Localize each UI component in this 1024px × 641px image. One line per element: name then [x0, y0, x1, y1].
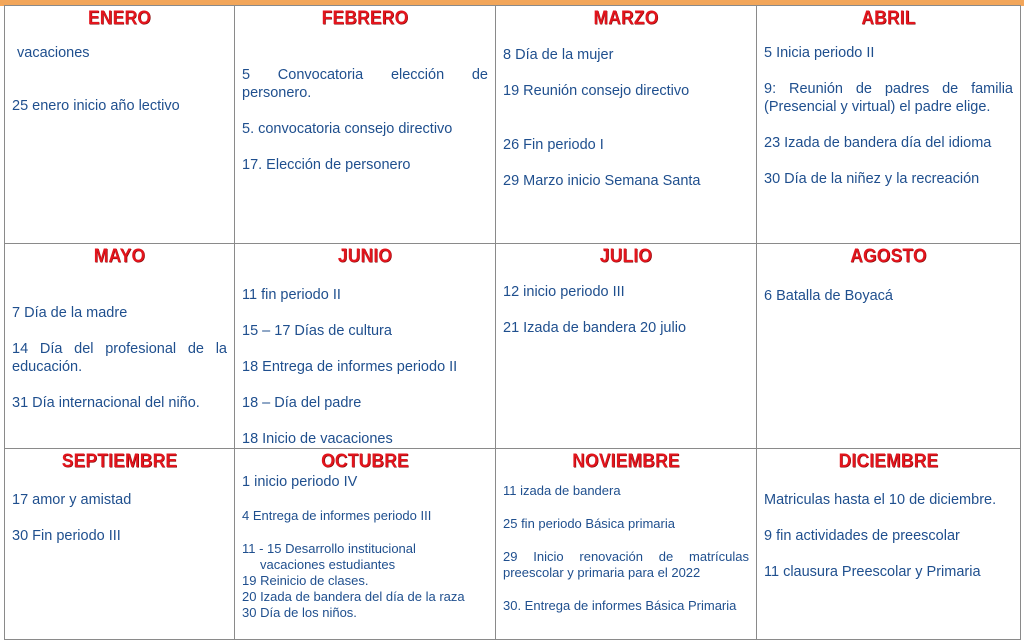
month-cell-agosto — [757, 244, 1021, 449]
event-item: 21 Izada de bandera 20 julio — [503, 320, 687, 336]
event-item: 14 Día del profesional de la educación. — [12, 341, 227, 375]
event-item: 6 Batalla de Boyacá — [764, 288, 893, 304]
month-title: DICIEMBRE — [838, 451, 939, 472]
event-item: 12 inicio periodo III — [503, 284, 625, 300]
event-item: 1 inicio periodo IV — [242, 474, 358, 490]
event-item: 5. convocatoria consejo directivo — [242, 121, 453, 137]
event-item: 11 - 15 Desarrollo institucional — [242, 541, 416, 556]
event-item: 26 Fin periodo I — [503, 137, 604, 153]
event-item: 30 Día de la niñez y la recreación — [764, 171, 980, 187]
month-cell-octubre — [235, 449, 496, 640]
calendar-row — [5, 244, 1021, 449]
month-title: OCTUBRE — [321, 451, 409, 472]
event-item: 5 Convocatoria elección de personero. — [242, 67, 488, 101]
event-item: 30 Día de los niños. — [242, 605, 357, 620]
month-cell-mayo — [5, 244, 235, 449]
event-item: 18 – Día del padre — [242, 395, 362, 411]
month-title: MAYO — [93, 246, 146, 267]
event-item: vacaciones — [17, 45, 90, 61]
event-item: 19 Reinicio de clases. — [242, 573, 369, 588]
event-item: 18 Entrega de informes periodo II — [242, 359, 458, 375]
month-title: NOVIEMBRE — [572, 451, 680, 472]
month-cell-febrero — [235, 6, 496, 244]
event-item: 11 izada de bandera — [503, 483, 621, 498]
calendar-grid — [4, 5, 1021, 640]
month-title: ABRIL — [861, 8, 916, 29]
event-item: Matriculas hasta el 10 de diciembre. — [764, 492, 997, 508]
calendar-row — [5, 6, 1021, 244]
month-title: SEPTIEMBRE — [61, 451, 178, 472]
event-item: 4 Entrega de informes periodo III — [242, 508, 432, 523]
month-title: AGOSTO — [850, 246, 927, 267]
event-item: 11 clausura Preescolar y Primaria — [764, 564, 981, 580]
event-item: 25 enero inicio año lectivo — [12, 98, 180, 114]
event-item: 30. Entrega de informes Básica Primaria — [503, 598, 737, 613]
event-item: 29 Marzo inicio Semana Santa — [503, 173, 701, 189]
event-item: 31 Día internacional del niño. — [12, 395, 200, 411]
month-title: MARZO — [593, 8, 659, 29]
event-item: 9 fin actividades de preescolar — [764, 528, 960, 544]
month-cell-enero — [5, 6, 235, 244]
event-item: 17 amor y amistad — [12, 492, 132, 508]
event-item: 18 Inicio de vacaciones — [242, 431, 393, 447]
event-item: 17. Elección de personero — [242, 157, 411, 173]
event-item: 15 – 17 Días de cultura — [242, 323, 392, 339]
month-title: JUNIO — [337, 246, 393, 267]
event-item: 7 Día de la madre — [12, 305, 128, 321]
event-item: 8 Día de la mujer — [503, 47, 614, 63]
month-cell-marzo — [496, 6, 757, 244]
event-item: 5 Inicia periodo II — [764, 45, 875, 61]
month-cell-junio — [235, 244, 496, 449]
calendar-row — [5, 449, 1021, 640]
event-item: 30 Fin periodo III — [12, 528, 121, 544]
month-title: FEBRERO — [321, 8, 409, 29]
event-item: 25 fin periodo Básica primaria — [503, 516, 675, 531]
month-title: ENERO — [87, 8, 152, 29]
event-item: vacaciones estudiantes — [260, 557, 396, 572]
month-cell-julio — [496, 244, 757, 449]
month-cell-noviembre — [496, 449, 757, 640]
event-item: 11 fin periodo II — [242, 287, 341, 303]
month-cell-diciembre — [757, 449, 1021, 640]
event-item: 23 Izada de bandera día del idioma — [764, 135, 992, 151]
event-item: 20 Izada de bandera del día de la raza — [242, 589, 465, 604]
month-cell-septiembre — [5, 449, 235, 640]
event-item: 9: Reunión de padres de familia (Presencial y virtual) el padre elige. — [764, 81, 1013, 115]
month-cell-abril — [757, 6, 1021, 244]
month-title: JULIO — [599, 246, 653, 267]
event-item: 19 Reunión consejo directivo — [503, 83, 690, 99]
event-item: 29 Inicio renovación de matrículas preescolar y primaria para el 2022 — [503, 549, 749, 580]
